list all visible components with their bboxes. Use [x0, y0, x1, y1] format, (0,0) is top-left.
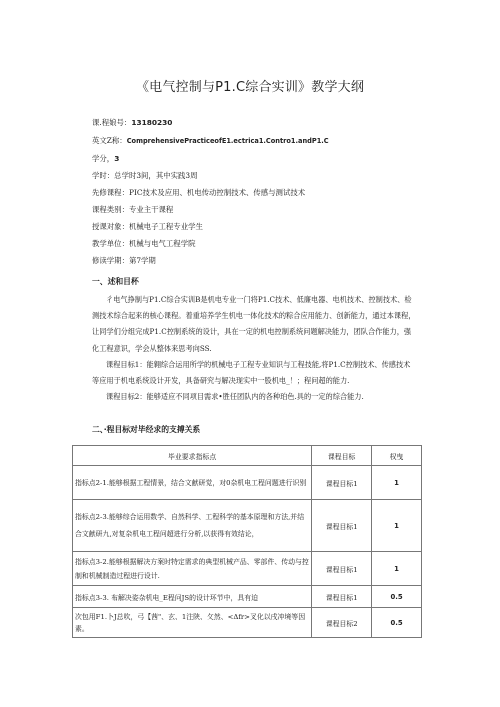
info-value: 3	[114, 154, 120, 163]
info-prerequisites	[92, 187, 305, 198]
table-row	[73, 552, 422, 586]
table-row	[73, 466, 422, 500]
goal-cell: 课程目标2	[312, 608, 372, 638]
goal-cell: 课程目标1	[312, 500, 372, 552]
requirement-cell: 指标点2-3.能够综合运用数学、自然科学、工程科学的基本原理和方法,并结合文献研九,对复杂机电工程问超进行分析,以获得有效结论，	[73, 500, 312, 552]
requirements-table	[72, 445, 422, 638]
header-weight: 权曳	[372, 446, 422, 466]
paragraph-line: 让同学们分组完成P1.C控制系统的设计，具在一定的机电控制系统问题解决能力，团队合作能力，强	[92, 327, 412, 337]
requirement-cell: 指标点2-1.能够根据工程情景，结合文献研觉，对0杂机电工程问题进行识别	[73, 466, 312, 500]
paragraph-line: 课程目标1：能翱综合运用所学的机械电子工程专业知识与工程技能,将P1.C控制技术、传感技术	[106, 360, 411, 369]
goal-cell: 课程目标1	[312, 466, 372, 500]
info-value: ComprehensivePracticeofE1.ectrica1.Contro1.andP1.C	[126, 137, 329, 145]
requirement-cell: 次包用F1.卜J总吹，弓【茜"、玄、1注陕、攵然、<Δfr>叉化以戌冲境等因素。	[73, 608, 312, 638]
weight-cell: 1	[372, 466, 422, 500]
overview-paragraph	[92, 292, 457, 357]
header-requirement: 毕业要求指标点	[73, 446, 312, 466]
weight-cell: 1	[372, 500, 422, 552]
info-course-code	[92, 117, 172, 128]
info-hours	[92, 170, 197, 181]
info-label: 课.程娘号：	[92, 118, 132, 127]
section-heading-support: 二、·程目标对毕经求的支搏关系	[92, 425, 201, 434]
weight-cell: 0.5	[372, 586, 422, 608]
section-heading-overview: 一、述和目杯	[92, 277, 139, 286]
info-unit	[92, 238, 195, 249]
paragraph-line: 等应用于机电系统设计开发，具备研究与解决现实中一股机电_！；程问超的能力.	[92, 376, 350, 386]
paragraph-line: 测技术综合起来的核心课程。着重培养学生机电一体化技术的粽合应用能力、创新能力，通过本课程，	[92, 311, 416, 321]
table-header-row	[73, 446, 422, 466]
header-course-goal: 课程目标	[312, 446, 372, 466]
info-label: 教学单位：机械与电气工程学院	[92, 239, 196, 248]
goal-cell: 课程目标1	[312, 552, 372, 586]
weight-cell: 1	[372, 552, 422, 586]
info-label: 课程类别：专业主干课程	[92, 205, 174, 214]
info-category	[92, 204, 173, 215]
info-semester	[92, 255, 156, 266]
table-row	[73, 608, 422, 638]
paragraph-line: 化工程意识，学会从整体来思考向SS.	[92, 343, 212, 353]
goal-cell: 课程目标1	[312, 586, 372, 608]
course-goal-1-paragraph	[92, 357, 457, 389]
info-audience	[92, 221, 203, 232]
table-row	[73, 500, 422, 552]
requirement-cell: 指标点3-2.能够根据解决方案时特定需求的典型机械产品、零部件、传动与控制和机械制造过程进行设计.	[73, 552, 312, 586]
info-value: 13180230	[131, 118, 173, 127]
info-english-name	[92, 135, 329, 146]
info-label: 学分，	[92, 154, 115, 163]
weight-cell: 0.5	[372, 608, 422, 638]
info-label: 先修课程：	[92, 188, 129, 197]
info-label: 英文Z称：	[92, 136, 127, 145]
table-row	[73, 586, 422, 608]
info-value: PIC技术及应用、机电传动控制技术、传感与测试技术	[128, 188, 306, 197]
paragraph-line: 课程目标2：能够适应不同项目需求•胜任团队内的各种珀色.具的一定的综合能力.	[106, 392, 364, 401]
course-goal-2-paragraph	[92, 389, 457, 405]
requirement-cell: 指标点3-3. 布解决姿杂机电_E程问JS的设计环节中，具有迫	[73, 586, 312, 608]
document-title: 《电气控制与P1.C综合实训》教学大纲	[135, 80, 365, 95]
info-label: 修读学期：第7学期	[92, 256, 156, 265]
info-label: 学时：总学时3间，其中实践3周	[92, 171, 198, 180]
info-label: 授课对象：机械电子工程专业学生	[92, 222, 203, 231]
paragraph-line: 彳电气挣制与P1.C综合实训B是机电专业一门将P1.C技术、低廉电器、电机技术、控制技术、检	[106, 295, 412, 304]
info-credits	[92, 153, 119, 164]
